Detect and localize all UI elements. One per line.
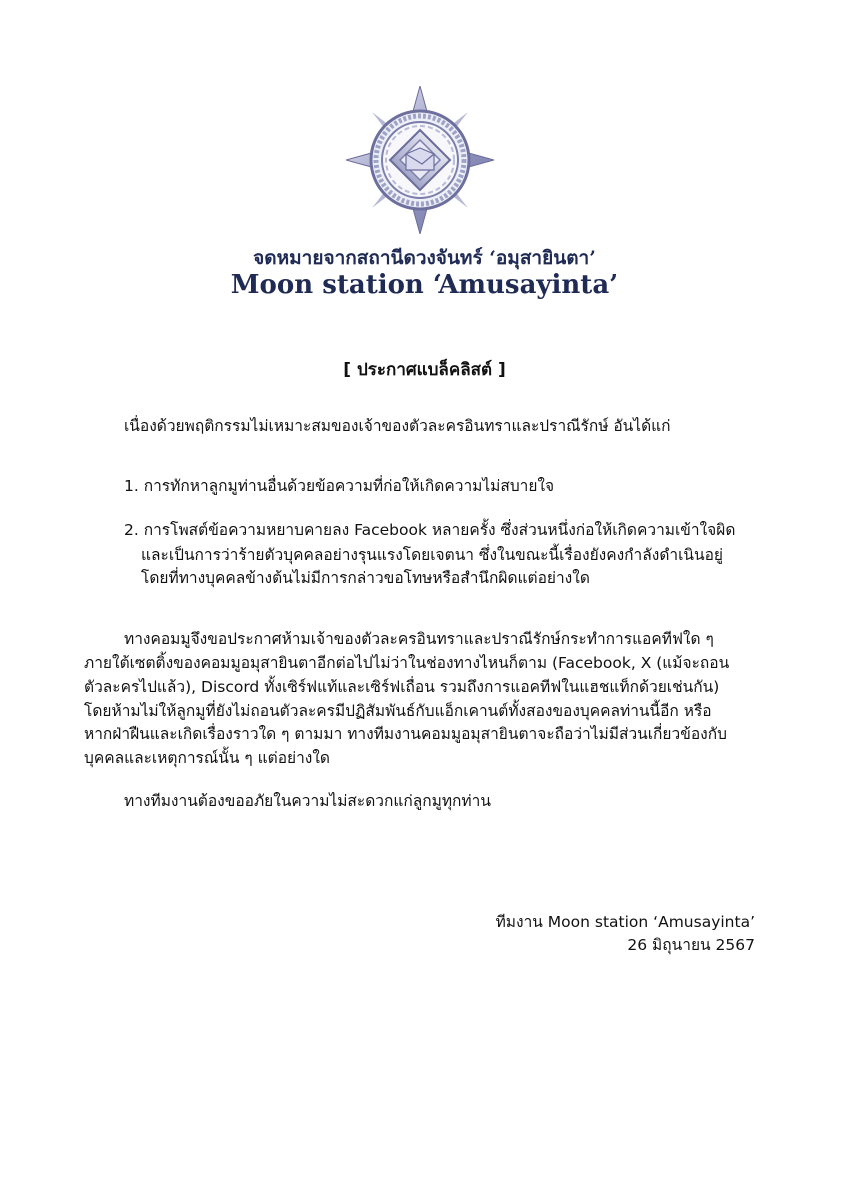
body-line-3: ตัวละครไปแล้ว), Discord ทั้งเซิร์ฟแท้และเซิร์ฟเถื่อน รวมถึงการแอคทีฟในแฮชแท็กด้วยเช่นกัน) [84, 678, 720, 696]
list-item-2-line-2: และเป็นการว่าร้ายตัวบุคคลอย่างรุนแรงโดยเจตนา ซึ่งในขณะนี้เรื่องยังคงกำลังดำเนินอยู่ [141, 546, 723, 564]
announcement-heading: [ ประกาศแบล็คลิสต์ ] [343, 360, 506, 380]
body-line-4: โดยห้ามไม่ให้ลูกมูที่ยังไม่ถอนตัวละครมีปฏิสัมพันธ์กับแอ็กเคานต์ทั้งสองของบุคคลท่านนี้อีก หรือ [84, 702, 712, 720]
body-line-2: ภายใต้เซตติ้งของคอมมูอมุสายินตาอีกต่อไปไม่ว่าในช่องทางไหนก็ตาม (Facebook, X (แม้จะถอน [84, 654, 730, 672]
letterhead-english-title: Moon station ‘Amusayinta’ [230, 270, 619, 300]
moon-station-emblem-icon [346, 86, 494, 234]
letterhead-thai-title: จดหมายจากสถานีดวงจันทร์ ‘อมุสายินตา’ [253, 247, 596, 269]
body-line-5: หากฝ่าฝืนและเกิดเรื่องราวใด ๆ ตามมา ทางทีมงานคอมมูอมุสายินตาจะถือว่าไม่มีส่วนเกี่ยวข้องกับ [84, 725, 727, 743]
list-item-1: 1. การทักหาลูกมูท่านอื่นด้วยข้อความที่ก่อให้เกิดความไม่สบายใจ [124, 477, 555, 495]
intro-paragraph: เนื่องด้วยพฤติกรรมไม่เหมาะสมของเจ้าของตัวละครอินทราและปราณีรักษ์ อันได้แก่ [124, 417, 671, 435]
list-item-2-line-3: โดยที่ทางบุคคลข้างต้นไม่มีการกล่าวขอโทษหรือสำนึกผิดแต่อย่างใด [141, 569, 590, 587]
apology-paragraph: ทางทีมงานต้องขออภัยในความไม่สะดวกแก่ลูกมูทุกท่าน [124, 792, 491, 810]
list-item-2-line-1: 2. การโพสต์ข้อความหยาบคายลง Facebook หลายครั้ง ซึ่งส่วนหนึ่งก่อให้เกิดความเข้าใจผิด [124, 521, 736, 539]
signature-date: 26 มิถุนายน 2567 [627, 936, 755, 954]
body-line-6: บุคคลและเหตุการณ์นั้น ๆ แต่อย่างใด [84, 749, 330, 767]
body-line-1: ทางคอมมูจึงขอประกาศห้ามเจ้าของตัวละครอินทราและปราณีรักษ์กระทำการแอคทีฟใด ๆ [124, 630, 714, 648]
signature-team: ทีมงาน Moon station ‘Amusayinta’ [495, 913, 755, 931]
